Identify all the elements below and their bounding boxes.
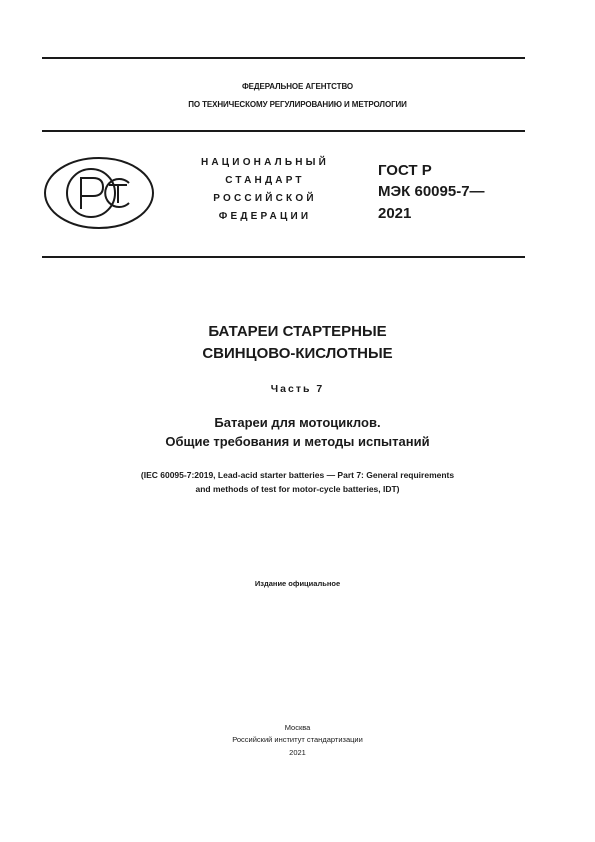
title-line-1: БАТАРЕИ СТАРТЕРНЫЕ xyxy=(208,323,387,340)
national-standard-line-2: СТАНДАРТ xyxy=(225,175,305,186)
designation-line-3: 2021 xyxy=(378,205,412,222)
imprint-publisher: Российский институт стандартизации xyxy=(232,735,363,744)
agency-line-1: ФЕДЕРАЛЬНОЕ АГЕНТСТВО xyxy=(241,82,354,91)
iec-reference-line-2: and methods of test for motor-cycle batteries, IDT) xyxy=(195,484,400,494)
edition-label: Издание официальное xyxy=(254,579,341,588)
designation-line-2: МЭК 60095-7— xyxy=(378,183,485,200)
national-standard-line-4: ФЕДЕРАЦИИ xyxy=(218,211,312,222)
imprint-year: 2021 xyxy=(289,748,306,757)
header-bottom-rule xyxy=(42,256,525,258)
subtitle-line-1: Батареи для мотоциклов. xyxy=(214,415,381,430)
rst-emblem-icon xyxy=(43,156,155,230)
title-line-2: СВИНЦОВО-КИСЛОТНЫЕ xyxy=(202,345,393,362)
agency-line-2: ПО ТЕХНИЧЕСКОМУ РЕГУЛИРОВАНИЮ И МЕТРОЛОГИИ xyxy=(188,100,407,109)
national-standard-line-3: РОССИЙСКОЙ xyxy=(213,193,317,204)
iec-reference-line-1: (IEC 60095-7:2019, Lead-acid starter batteries — Part 7: General requirements xyxy=(140,470,455,480)
national-standard-line-1: НАЦИОНАЛЬНЫЙ xyxy=(200,157,330,168)
imprint-city: Москва xyxy=(284,723,311,732)
subtitle-line-2: Общие требования и методы испытаний xyxy=(165,434,430,449)
agency-rule xyxy=(42,130,525,132)
designation-line-1: ГОСТ Р xyxy=(378,162,432,179)
part-label: Часть 7 xyxy=(270,383,325,395)
top-rule xyxy=(42,57,525,59)
